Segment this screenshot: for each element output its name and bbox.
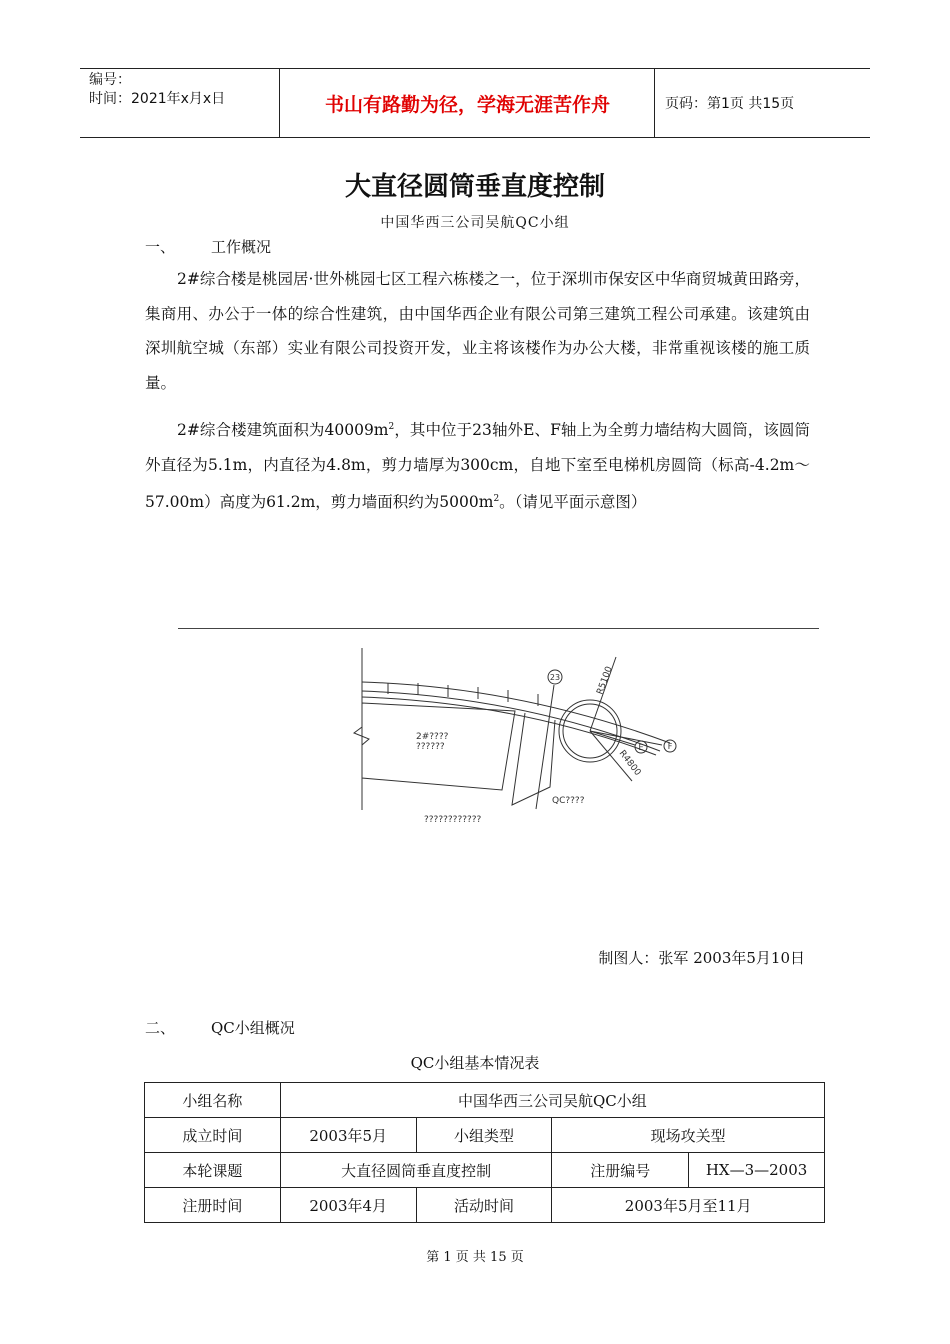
figure-top-rule xyxy=(178,628,819,629)
radius-r4800-label: R4800 xyxy=(616,748,643,778)
page-header xyxy=(80,68,870,138)
header-page-info: 页码：第1页 共15页 xyxy=(665,96,795,112)
header-number: 编号： xyxy=(89,72,131,88)
paragraph-2-part-2: ，其中位于23轴外E、F轴上为全剪力墙结构大圆筒，该圆筒外直径为5.1m，内直径为4.8m，剪力墙厚为300cm，自地下室至电梯机房圆筒（标高-4.2m～57.00m）高度为61.2m，剪力墙面积约为5000m xyxy=(145,421,811,512)
table-value-cell: 2003年4月 xyxy=(280,1188,416,1223)
table-value-cell: 现场攻关型 xyxy=(552,1118,825,1153)
axis-f-label: F xyxy=(667,742,673,751)
table-value-cell: 2003年5月至11月 xyxy=(552,1188,825,1223)
table-value-cell: 大直径圆筒垂直度控制 xyxy=(280,1153,552,1188)
drawer-credit: 制图人：张军 2003年5月10日 xyxy=(598,949,805,967)
axis-23-label: 23 xyxy=(549,673,561,682)
header-meta-cell xyxy=(80,69,280,137)
section-2-heading xyxy=(145,1017,295,1038)
table-row xyxy=(145,1153,825,1188)
paragraph-2 xyxy=(145,410,810,520)
superscript-2: 2 xyxy=(388,422,395,432)
radius-r5100-label: R5100 xyxy=(595,665,615,697)
table-key-cell: 成立时间 xyxy=(145,1118,281,1153)
table-key-cell: 活动时间 xyxy=(416,1188,552,1223)
building-label-line2: ?????? xyxy=(416,742,445,752)
qc-group-info-table xyxy=(144,1082,825,1223)
table-key-cell: 本轮课题 xyxy=(145,1153,281,1188)
table-key-cell: 注册编号 xyxy=(552,1153,689,1188)
table-key-cell: 注册时间 xyxy=(145,1188,281,1223)
document-subtitle: 中国华西三公司吴航QC小组 xyxy=(380,215,570,231)
table-row xyxy=(145,1083,825,1118)
table-key-cell: 小组名称 xyxy=(145,1083,281,1118)
paragraph-2-part-3: 。（请见平面示意图） xyxy=(499,493,647,512)
page-footer: 第 1 页 共 15 页 xyxy=(426,1250,524,1265)
table-caption: QC小组基本情况表 xyxy=(410,1054,540,1072)
paragraph-1: 2#综合楼是桃园居·世外桃园七区工程六栋楼之一，位于深圳市保安区中华商贸城黄田路旁，集商用、办公于一体的综合性建筑，由中国华西企业有限公司第三建筑工程公司承建。该建筑由深圳航空城（东部）实业有限公司投资开发，业主将该楼作为办公大楼，非常重视该楼的施工质量。 xyxy=(145,270,810,392)
header-time: 时间：2021年x月x日 xyxy=(89,91,226,107)
axis-e-label: E xyxy=(638,743,644,752)
section-2-title: QC小组概况 xyxy=(211,1019,295,1037)
table-value-cell: HX—3—2003 xyxy=(689,1153,825,1188)
section-1-number: 一、 xyxy=(145,238,176,256)
plan-sketch xyxy=(340,645,700,830)
table-row xyxy=(145,1188,825,1223)
superscript-2: 2 xyxy=(493,494,500,505)
axis-f-line xyxy=(590,731,662,745)
table-value-cell: 中国华西三公司吴航QC小组 xyxy=(280,1083,824,1118)
document-title: 大直径圆筒垂直度控制 xyxy=(344,172,605,202)
qc-label: QC???? xyxy=(552,796,585,806)
header-motto: 书山有路勤为径，学海无涯苦作舟 xyxy=(281,69,655,137)
paragraph-2-part-1: 2#综合楼建筑面积为40009m xyxy=(177,421,389,440)
table-row xyxy=(145,1118,825,1153)
table-key-cell: 小组类型 xyxy=(416,1118,552,1153)
road-edge-1 xyxy=(362,682,670,743)
section-1-title: 工作概况 xyxy=(211,238,272,256)
annex-outline xyxy=(512,713,555,805)
building-label-line1: 2#???? xyxy=(416,732,449,742)
section-1-heading xyxy=(145,236,271,257)
plan-caption-label: ???????????? xyxy=(424,815,482,825)
table-value-cell: 2003年5月 xyxy=(280,1118,416,1153)
section-2-number: 二、 xyxy=(145,1019,176,1037)
